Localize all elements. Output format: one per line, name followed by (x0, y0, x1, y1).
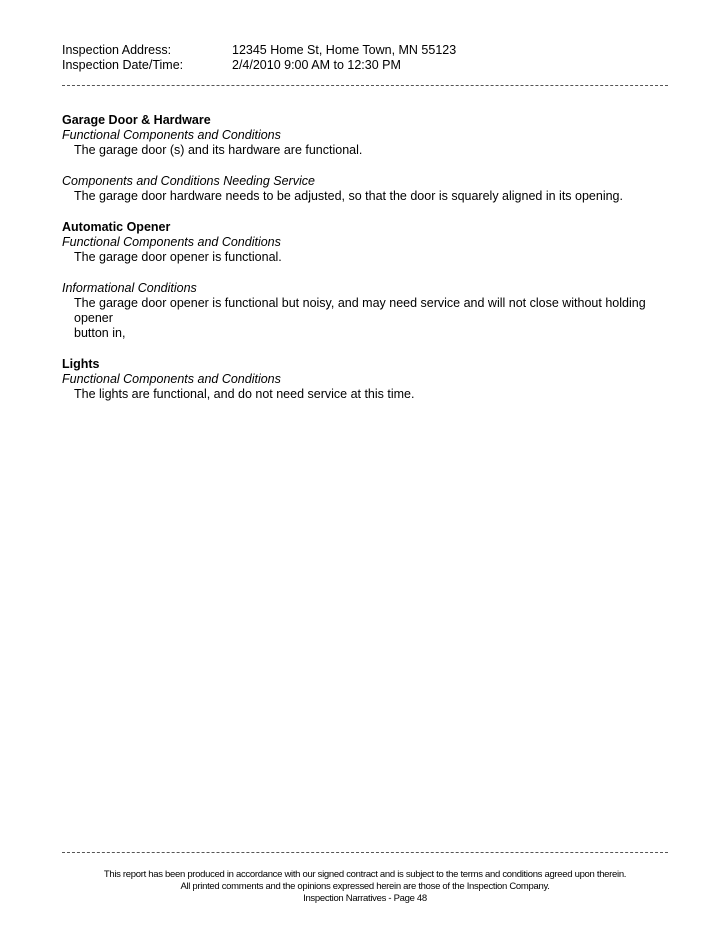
garage-door-functional-group (62, 113, 672, 158)
footer-divider (62, 852, 668, 853)
lights-functional-group (62, 357, 672, 402)
service-heading: Components and Conditions Needing Service (62, 174, 315, 188)
functional-heading: Functional Components and Conditions (62, 235, 281, 249)
address-value: 12345 Home St, Home Town, MN 55123 (232, 43, 457, 57)
footer-disclaimer-line1: This report has been produced in accordance with our signed contract and is subject to the terms and conditions agreed upon therein. (103, 869, 627, 880)
address-label: Inspection Address: (62, 43, 172, 57)
inspection-header (62, 43, 456, 73)
section-title-garage-door: Garage Door & Hardware (62, 113, 211, 127)
section-title-automatic-opener: Automatic Opener (62, 220, 171, 234)
functional-heading: Functional Components and Conditions (62, 372, 281, 386)
informational-heading: Informational Conditions (62, 281, 197, 295)
datetime-value: 2/4/2010 9:00 AM to 12:30 PM (232, 58, 401, 72)
footer-disclaimer-line2: All printed comments and the opinions expressed herein are those of the Inspection Company. (180, 881, 550, 892)
opener-info-group (62, 281, 672, 341)
comment-text: The garage door hardware needs to be adjusted, so that the door is squarely aligned in its opening. (74, 189, 623, 203)
functional-heading: Functional Components and Conditions (62, 128, 281, 142)
comment-text-continued: button in, (74, 326, 126, 340)
header-divider (62, 85, 668, 86)
datetime-label: Inspection Date/Time: (62, 58, 184, 72)
opener-functional-group (62, 220, 672, 265)
garage-door-service-group (62, 174, 672, 204)
comment-text: The garage door (s) and its hardware are functional. (74, 143, 363, 157)
datetime-row (62, 58, 456, 73)
page-number: Inspection Narratives - Page 48 (303, 893, 427, 904)
narrative-content (62, 113, 672, 418)
section-title-lights: Lights (62, 357, 100, 371)
report-footer (62, 869, 668, 905)
comment-text: The garage door opener is functional. (74, 250, 282, 264)
comment-text: The garage door opener is functional but noisy, and may need service and will not close without holding opener (74, 296, 646, 325)
comment-text: The lights are functional, and do not need service at this time. (74, 387, 415, 401)
address-row (62, 43, 456, 58)
